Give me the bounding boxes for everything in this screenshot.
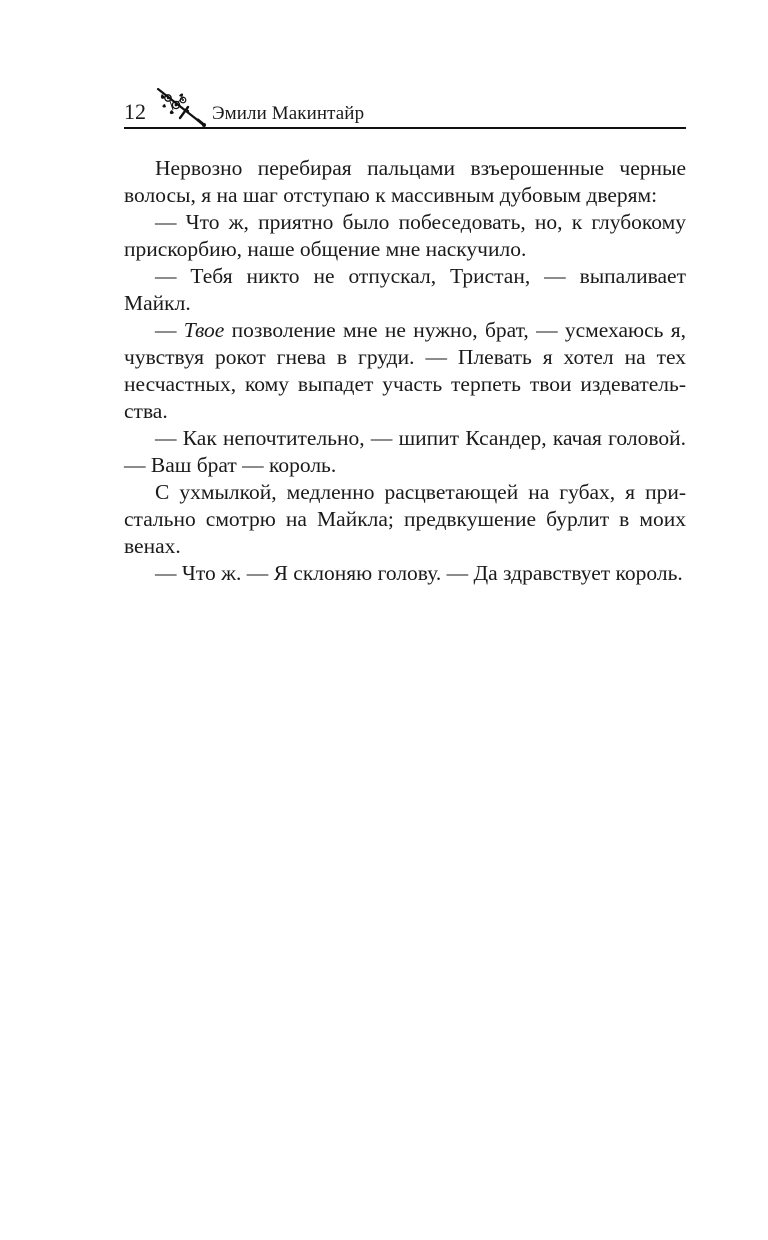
running-header (124, 86, 686, 130)
page-number: 12 (124, 99, 146, 124)
paragraph-rest: позволение мне не нужно, брат, — усмехаюсь я, чувствуя рокот гнева в груди. — Плевать я хотел на тех несчастных, кому выпадет участь терпеть твои издевательства. (124, 318, 686, 423)
paragraph: — Тебя никто не отпускал, Тристан, — выпаливает Майкл. (124, 264, 686, 315)
author-name: Эмили Макинтайр (212, 103, 365, 124)
paragraph: Нервозно перебирая пальцами взъерошенные черные волосы, я на шаг отступаю к массивным дубовым дверям: (124, 156, 686, 207)
body-text (124, 155, 686, 587)
paragraph: С ухмылкой, медленно расцветающей на губах, я пристально смотрю на Майкла; предвкушение бурлит в моих венах. (124, 480, 686, 558)
sword-rose-icon (154, 86, 208, 128)
paragraph: — Что ж, приятно было побеседовать, но, к глубокому прискорбию, наше общение мне наскучило. (124, 210, 686, 261)
paragraph: — Как непочтительно, — шипит Ксандер, качая головой. — Ваш брат — король. (124, 426, 686, 477)
emphasis: Твое (183, 318, 225, 342)
paragraph: — Что ж. — Я склоняю голову. — Да здравствует король. (155, 561, 683, 585)
header-rule (124, 127, 686, 129)
paragraph (124, 317, 686, 425)
dash: — (155, 318, 184, 342)
